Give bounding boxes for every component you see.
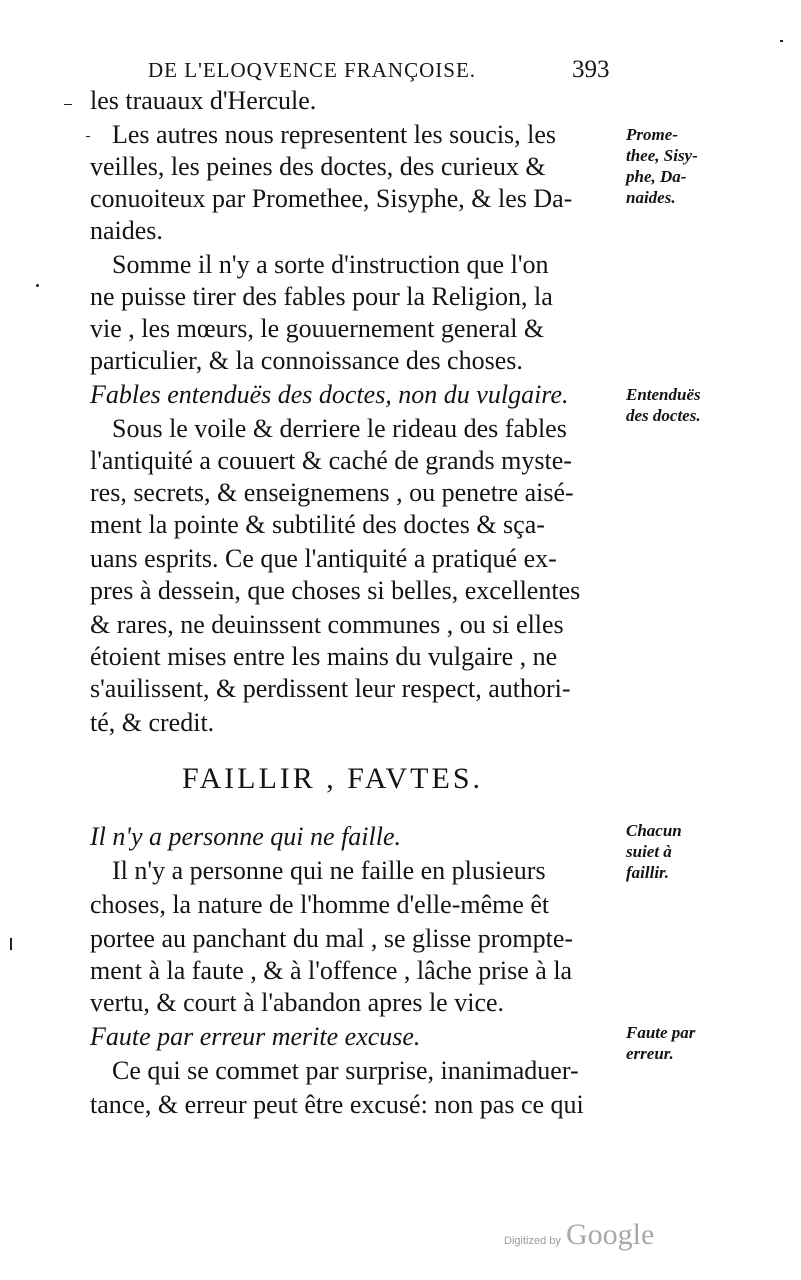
margin-note-line: thee, Sisy- xyxy=(626,146,698,165)
margin-note-line: suiet à xyxy=(626,842,672,861)
text-line: conuoiteux par Promethee, Sisyphe, & les Da- xyxy=(90,184,573,213)
section-heading: FAILLIR , FAVTES. xyxy=(182,762,484,795)
margin-note xyxy=(626,384,736,426)
margin-stray-mark xyxy=(86,136,90,137)
margin-note-line: erreur. xyxy=(626,1044,674,1063)
google-logo: Google xyxy=(565,1218,655,1251)
margin-note xyxy=(626,820,736,883)
section-subtitle: Il n'y a personne qui ne faille. xyxy=(90,822,401,851)
text-line: ment la pointe & subtilité des doctes & sça- xyxy=(90,510,545,539)
section-subtitle: Fables entenduës des doctes, non du vulgaire. xyxy=(90,380,569,409)
page-number: 393 xyxy=(572,56,610,83)
margin-note-line: Entenduës xyxy=(626,385,701,404)
margin-note-line: phe, Da- xyxy=(626,167,687,186)
text-line: res, secrets, & enseignemens , ou penetre aisé- xyxy=(90,478,574,507)
text-line: vertu, & court à l'abandon apres le vice. xyxy=(90,988,505,1017)
text-line: tance, & erreur peut être excusé: non pas ce qui xyxy=(90,1090,584,1119)
margin-stray-mark xyxy=(36,284,39,287)
text-line: ne puisse tirer des fables pour la Religion, la xyxy=(90,282,553,311)
margin-note-line: Chacun xyxy=(626,821,682,840)
text-line: té, & credit. xyxy=(90,708,215,737)
text-line: s'auilissent, & perdissent leur respect, authori- xyxy=(90,674,571,703)
text-line: naides. xyxy=(90,216,163,245)
margin-note-line: faillir. xyxy=(626,863,669,882)
margin-stray-mark xyxy=(10,938,12,950)
text-line: vie , les mœurs, le gouuernement general & xyxy=(90,314,545,343)
watermark-prefix: Digitized by xyxy=(504,1235,561,1247)
text-line: choses, la nature de l'homme d'elle-même êt xyxy=(90,890,550,919)
text-line: pres à dessein, que choses si belles, excellentes xyxy=(90,576,581,605)
text-line: particulier, & la connoissance des choses. xyxy=(90,346,523,375)
margin-note xyxy=(626,1022,736,1064)
text-line: uans esprits. Ce que l'antiquité a pratiqué ex- xyxy=(90,544,557,573)
text-line: & rares, ne deuinssent communes , ou si elles xyxy=(90,610,564,639)
margin-note-line: Prome- xyxy=(626,125,678,144)
text-line: Il n'y a personne qui ne faille en plusieurs xyxy=(112,856,546,885)
text-line: Les autres nous representent les soucis, les xyxy=(112,120,557,149)
text-line: ment à la faute , & à l'offence , lâche prise à la xyxy=(90,956,573,985)
text-line: Ce qui se commet par surprise, inanimaduer- xyxy=(112,1056,579,1085)
digitization-watermark xyxy=(504,1218,654,1252)
text-line: Somme il n'y a sorte d'instruction que l'on xyxy=(112,250,549,279)
margin-stray-mark xyxy=(64,104,72,105)
text-line: Sous le voile & derriere le rideau des fables xyxy=(112,414,567,443)
margin-stray-mark xyxy=(780,40,783,42)
margin-note xyxy=(626,124,736,208)
text-line: l'antiquité a couuert & caché de grands myste- xyxy=(90,446,572,475)
text-line: veilles, les peines des doctes, des curieux & xyxy=(90,152,546,181)
margin-note-line: naides. xyxy=(626,188,676,207)
text-line: étoient mises entre les mains du vulgaire , ne xyxy=(90,642,558,671)
text-line: portee au panchant du mal , se glisse prompte- xyxy=(90,924,574,953)
margin-note-line: Faute par xyxy=(626,1023,696,1042)
margin-note-line: des doctes. xyxy=(626,406,701,425)
section-subtitle: Faute par erreur merite excuse. xyxy=(90,1022,421,1051)
text-line: les trauaux d'Hercule. xyxy=(90,86,317,115)
running-title: DE L'ELOQVENCE FRANÇOISE. xyxy=(148,58,477,82)
